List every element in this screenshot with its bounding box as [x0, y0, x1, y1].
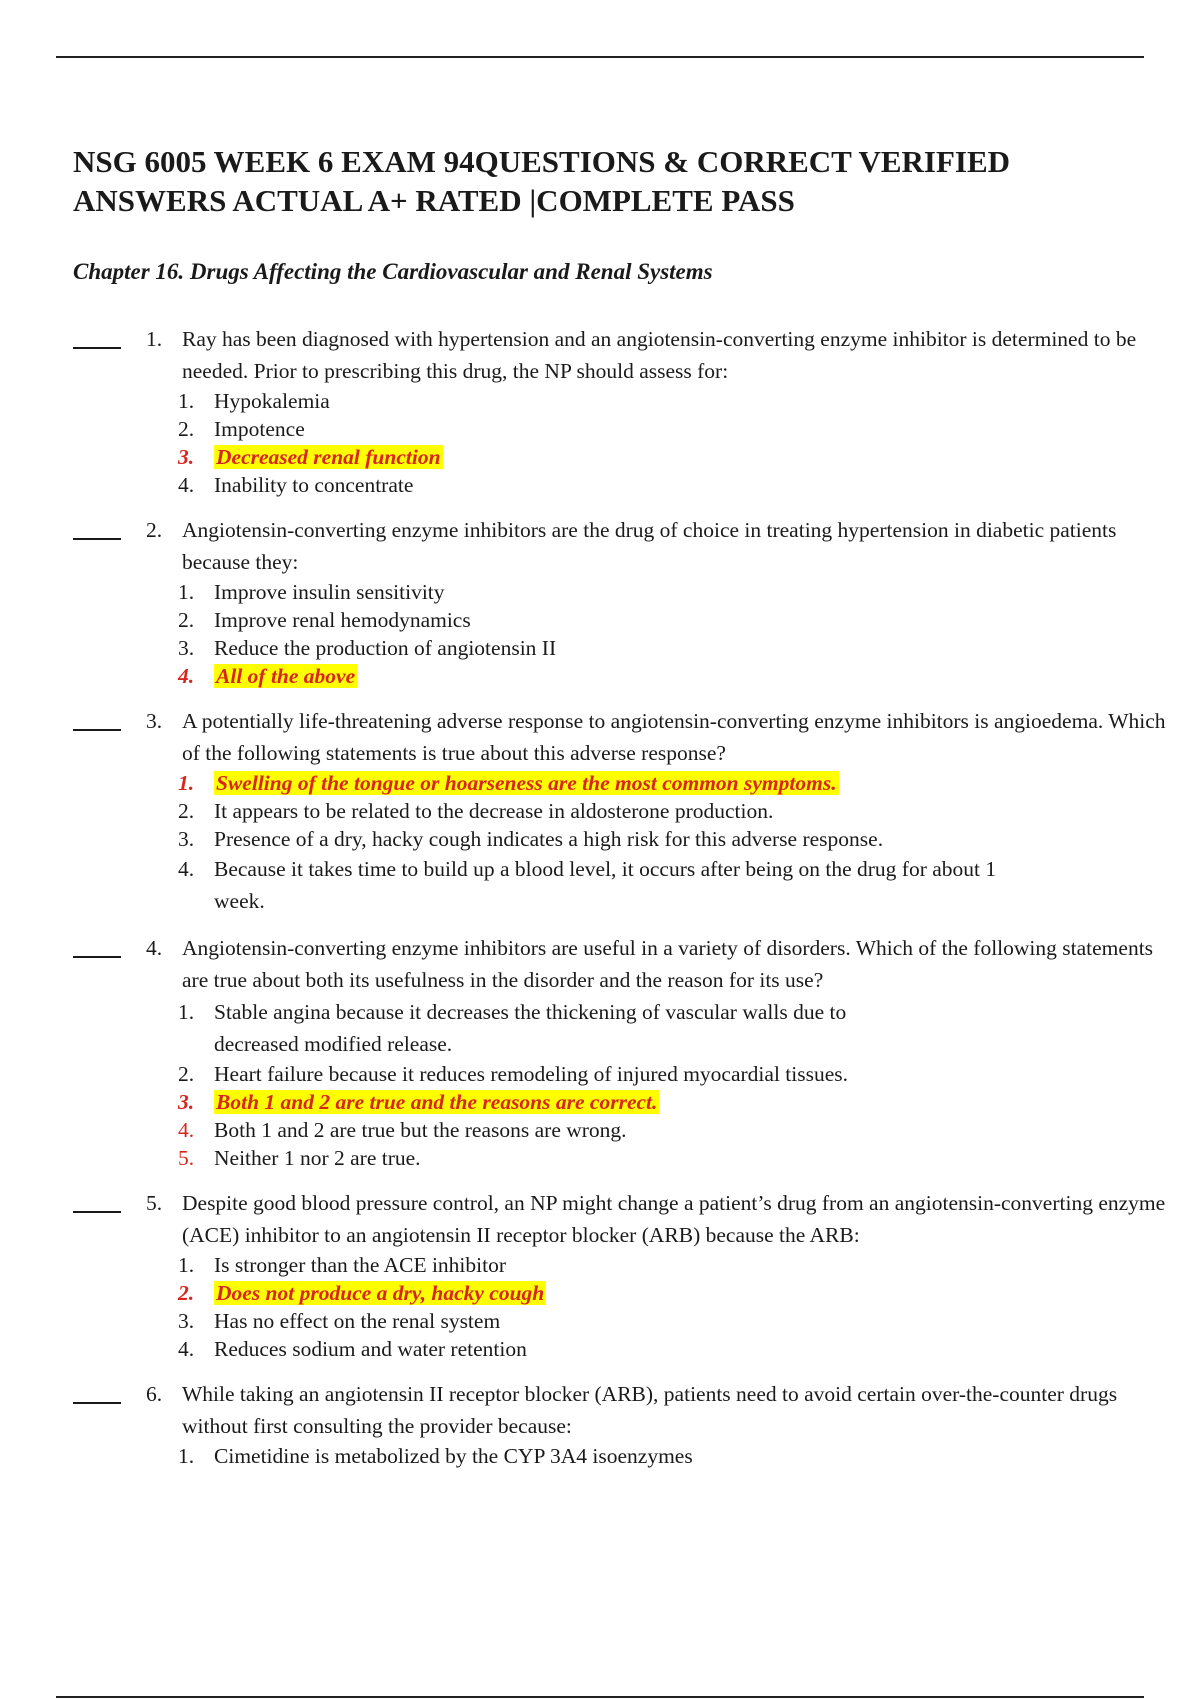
question-number: 4. [146, 936, 163, 960]
option-text: Improve insulin sensitivity [214, 580, 445, 604]
option [178, 797, 1114, 825]
question-text: Angiotensin-converting enzyme inhibitors are useful in a variety of disorders. Which of the following statements are true about both its usefulness in the disorder and the reason for its use? [182, 936, 1154, 992]
option-number: 1. [178, 1444, 195, 1468]
question-stem [146, 1187, 1182, 1251]
question-4 [0, 932, 1200, 1172]
question-2 [0, 514, 1200, 690]
option-list [0, 578, 1200, 690]
option-text-highlighted: Both 1 and 2 are true and the reasons are correct. [216, 1090, 658, 1114]
option-text: Neither 1 nor 2 are true. [214, 1146, 421, 1170]
option [178, 825, 1114, 853]
correct-option [178, 443, 1114, 471]
option [178, 1335, 1114, 1363]
question-6 [0, 1378, 1200, 1470]
option-text: Improve renal hemodynamics [214, 608, 471, 632]
option-number: 4. [178, 857, 195, 881]
option-number: 3. [178, 827, 195, 851]
option-number: 2. [178, 1062, 195, 1086]
option-text: Because it takes time to build up a blood level, it occurs after being on the drug for about 1 week. [214, 857, 997, 913]
option-text: Is stronger than the ACE inhibitor [214, 1253, 507, 1277]
option-text-highlighted: Decreased renal function [216, 445, 441, 469]
option-text: Hypokalemia [214, 389, 330, 413]
option-number: 2. [178, 608, 195, 632]
option-number: 1. [178, 1000, 195, 1024]
question-stem [146, 932, 1182, 996]
question-number: 3. [146, 709, 163, 733]
option [178, 578, 1114, 606]
option-text: Reduces sodium and water retention [214, 1337, 527, 1361]
option-text: Stable angina because it decreases the thickening of vascular walls due to decreased modified release. [214, 1000, 847, 1056]
option-number: 2. [178, 417, 195, 441]
question-text: A potentially life-threatening adverse response to angiotensin-converting enzyme inhibitors is angioedema. Which of the following statements is true about this adverse response? [182, 709, 1166, 765]
correct-option [178, 769, 1114, 797]
question-stem [146, 323, 1182, 387]
option-list [0, 996, 1200, 1172]
question-1 [0, 323, 1200, 499]
answer-blank [73, 729, 121, 731]
option [178, 853, 1014, 917]
option-number: 4. [178, 473, 195, 497]
option-number: 3. [178, 636, 195, 660]
option-number: 4. [178, 1337, 195, 1361]
question-3 [0, 705, 1200, 917]
option-number: 3. [178, 445, 195, 469]
option-list [0, 769, 1200, 917]
option-number: 1. [178, 389, 195, 413]
option-text: Impotence [214, 417, 305, 441]
answer-blank [73, 956, 121, 958]
option-number: 1. [178, 771, 195, 795]
option [178, 1116, 1114, 1144]
bottom-rule [56, 1696, 1144, 1698]
option [178, 471, 1114, 499]
question-stem [146, 1378, 1182, 1442]
top-rule [56, 56, 1144, 58]
option [178, 1307, 1114, 1335]
correct-option [178, 1279, 1114, 1307]
option [178, 415, 1114, 443]
answer-blank [73, 1402, 121, 1404]
correct-option [178, 1088, 1114, 1116]
question-text: Despite good blood pressure control, an NP might change a patient’s drug from an angiotensin-converting enzyme (ACE) inhibitor to an angiotensin II receptor blocker (ARB) because the ARB: [182, 1191, 1166, 1247]
option [178, 1251, 1114, 1279]
question-stem [146, 705, 1182, 769]
option-list [0, 1442, 1200, 1470]
option-number: 3. [178, 1309, 195, 1333]
option [178, 1060, 1114, 1088]
document-title: NSG 6005 WEEK 6 EXAM 94QUESTIONS & CORRECT VERIFIED ANSWERS ACTUAL A+ RATED |COMPLETE PASS [73, 144, 1011, 218]
option [178, 1144, 1114, 1172]
question-5 [0, 1187, 1200, 1363]
option-text: Has no effect on the renal system [214, 1309, 501, 1333]
option-number: 2. [178, 799, 195, 823]
option [178, 996, 934, 1060]
answer-blank [73, 1211, 121, 1213]
option [178, 634, 1114, 662]
option-text: Heart failure because it reduces remodeling of injured myocardial tissues. [214, 1062, 849, 1086]
question-stem [146, 514, 1182, 578]
option-number: 1. [178, 1253, 195, 1277]
option-text: Cimetidine is metabolized by the CYP 3A4 isoenzymes [214, 1444, 693, 1468]
option-number: 2. [178, 1281, 195, 1305]
question-number: 6. [146, 1382, 163, 1406]
question-text: Angiotensin-converting enzyme inhibitors are the drug of choice in treating hypertension in diabetic patients because they: [182, 518, 1117, 574]
option-text-highlighted: All of the above [216, 664, 356, 688]
question-text: While taking an angiotensin II receptor blocker (ARB), patients need to avoid certain over-the-counter drugs without first consulting the provider because: [182, 1382, 1118, 1438]
option-text: It appears to be related to the decrease in aldosterone production. [214, 799, 774, 823]
option-number: 4. [178, 1118, 195, 1142]
option-text-highlighted: Does not produce a dry, hacky cough [216, 1281, 545, 1305]
option [178, 1442, 1114, 1470]
option-number: 3. [178, 1090, 195, 1114]
answer-blank [73, 538, 121, 540]
question-number: 5. [146, 1191, 163, 1215]
option-text: Both 1 and 2 are true but the reasons are wrong. [214, 1118, 627, 1142]
question-number: 1. [146, 327, 163, 351]
question-list [0, 323, 1200, 1485]
option-text-highlighted: Swelling of the tongue or hoarseness are the most common symptoms. [216, 771, 837, 795]
correct-option [178, 662, 1114, 690]
chapter-heading: Chapter 16. Drugs Affecting the Cardiovascular and Renal Systems [73, 259, 713, 284]
answer-blank [73, 347, 121, 349]
option [178, 387, 1114, 415]
option [178, 606, 1114, 634]
option-list [0, 387, 1200, 499]
option-text: Presence of a dry, hacky cough indicates a high risk for this adverse response. [214, 827, 884, 851]
option-text: Reduce the production of angiotensin II [214, 636, 557, 660]
option-number: 5. [178, 1146, 195, 1170]
question-number: 2. [146, 518, 163, 542]
option-list [0, 1251, 1200, 1363]
option-text: Inability to concentrate [214, 473, 414, 497]
option-number: 4. [178, 664, 195, 688]
question-text: Ray has been diagnosed with hypertension and an angiotensin-converting enzyme inhibitor is determined to be needed. Prior to prescribing this drug, the NP should assess for: [182, 327, 1137, 383]
option-number: 1. [178, 580, 195, 604]
